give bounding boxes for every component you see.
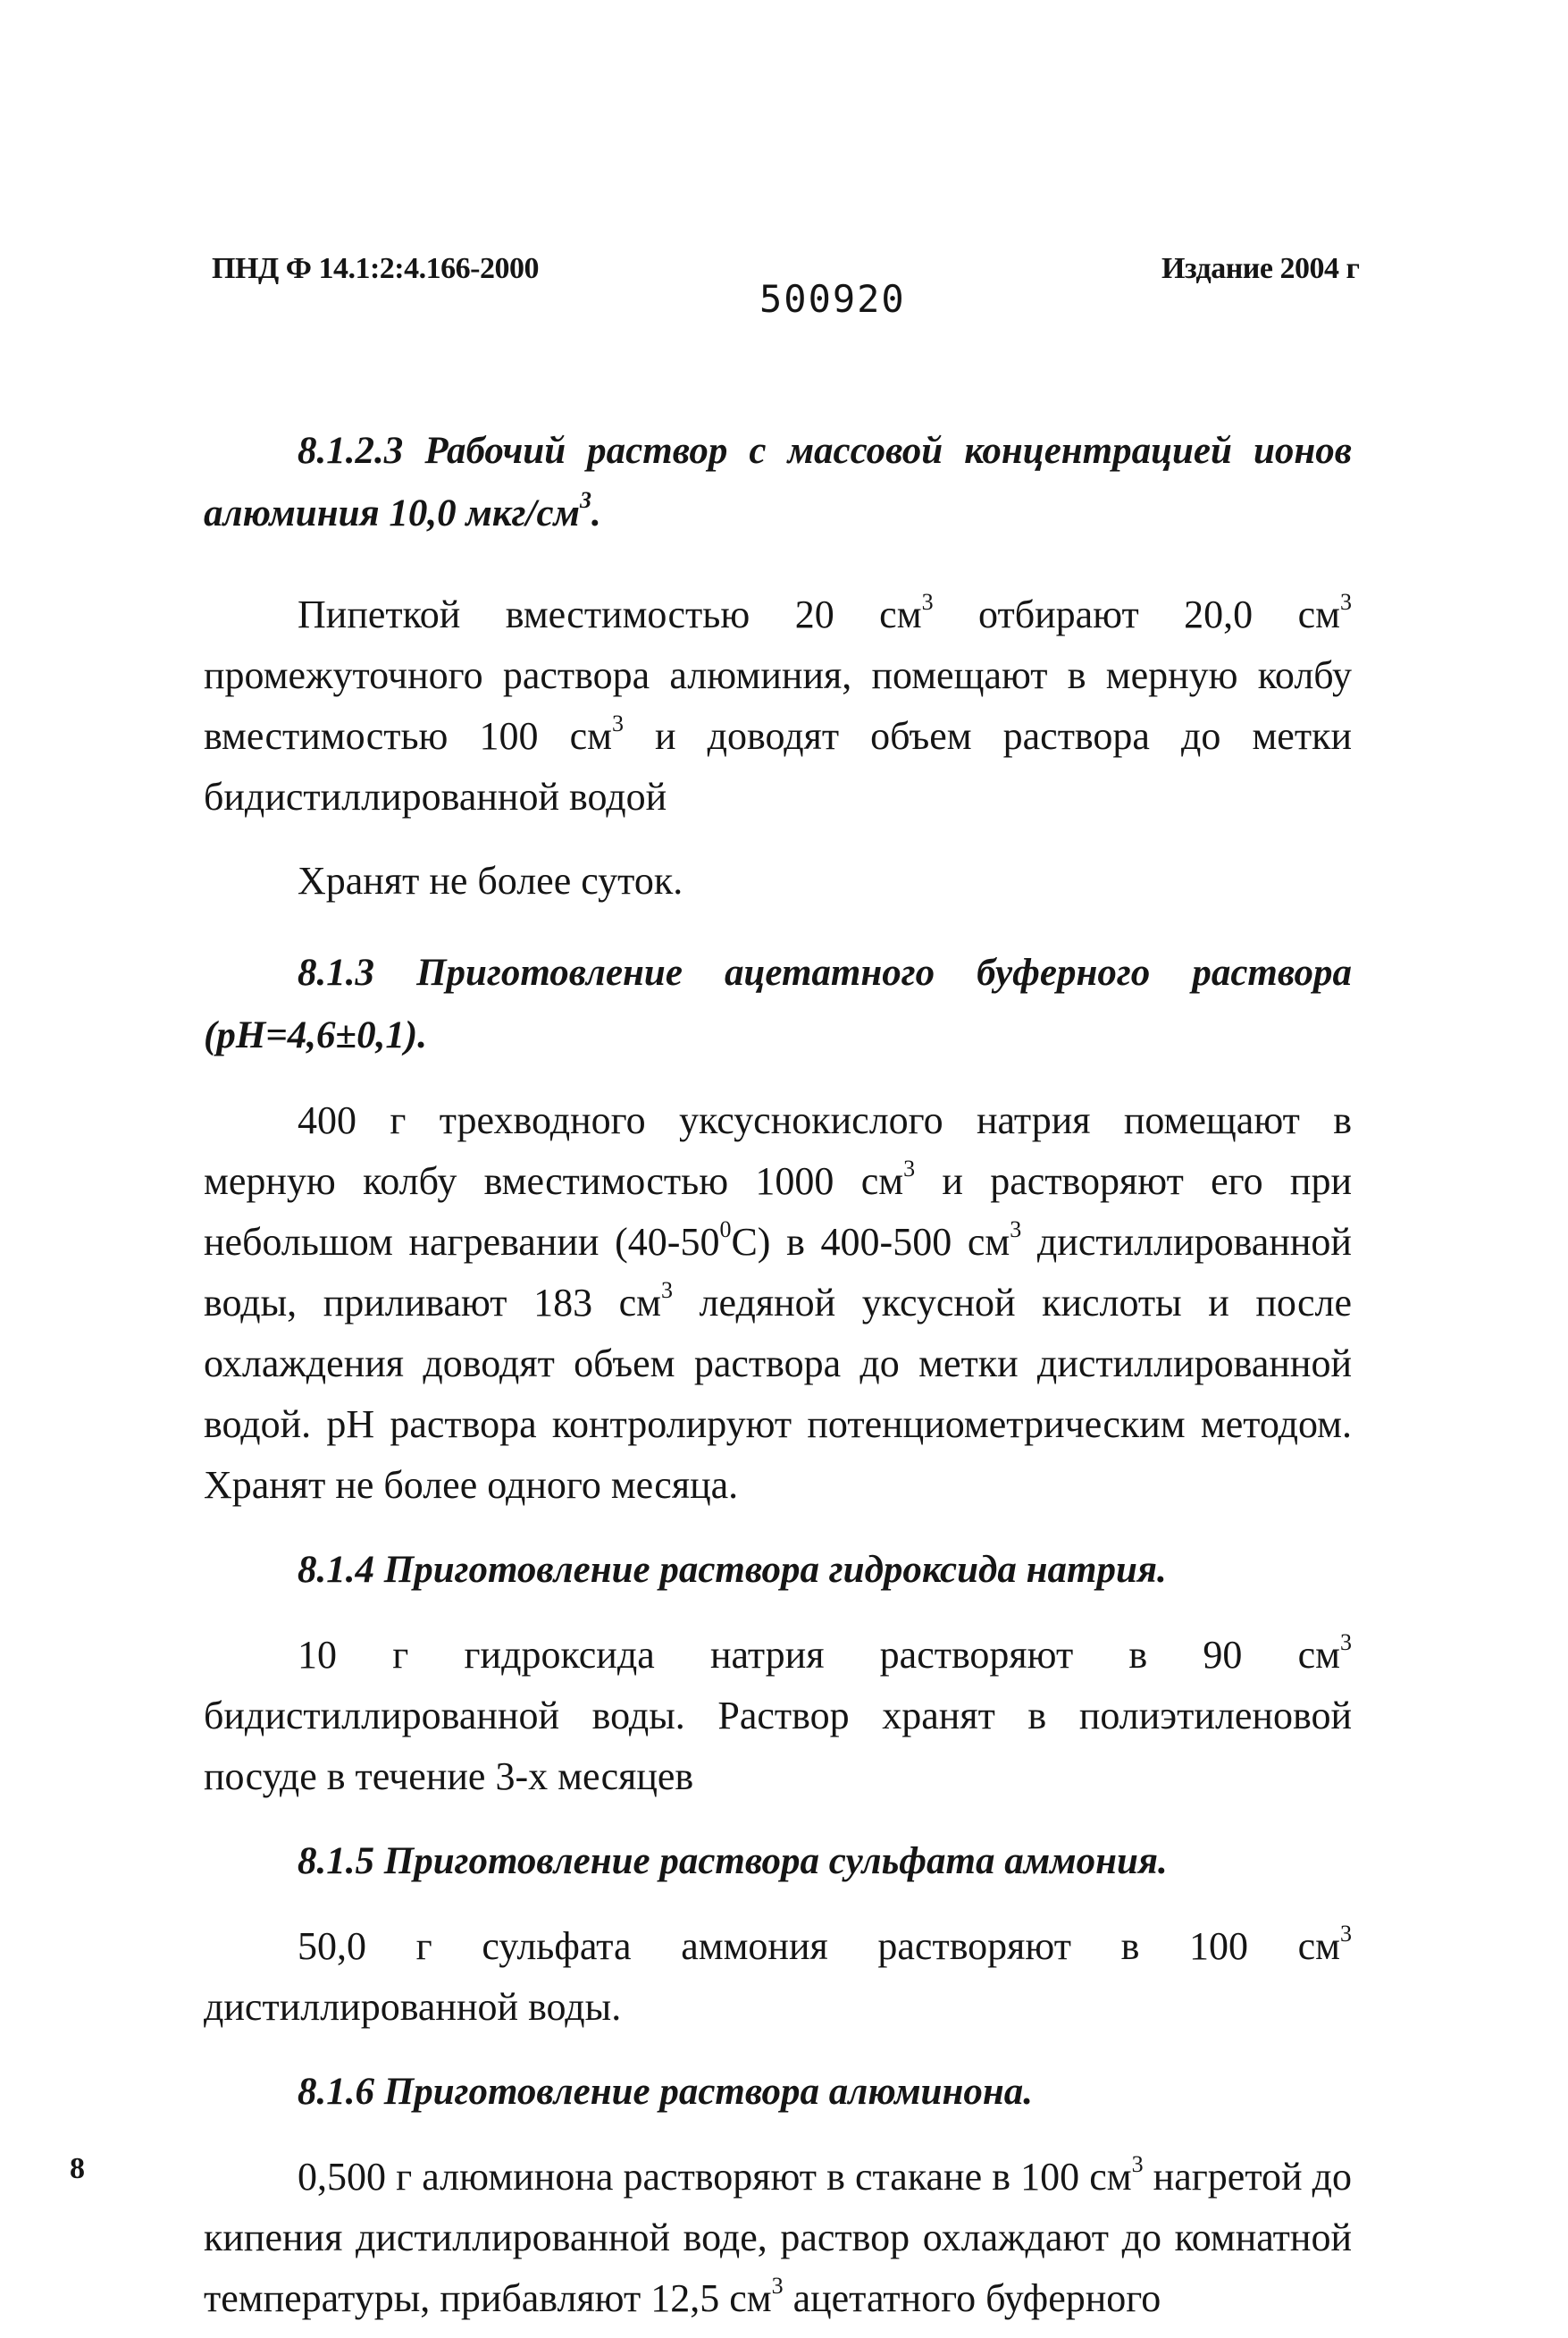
section-heading-8-1-3: 8.1.3 Приготовление ацетатного буферного раствора (pH=4,6±0,1).	[204, 952, 1352, 1056]
document-body	[204, 420, 1352, 2329]
paragraph: 0,500 г алюминона растворяют в стакане в 100 $см^3$ нагретой до кипения дистиллированной воде, раствор охлаждают до комнатной температуры, прибавляют 12,5 $см^3$ ацетатного буферного	[204, 2151, 1353, 2320]
paragraph: 50,0 г сульфата аммония растворяют в 100 $см^3$ дистиллированной воды.	[204, 1921, 1352, 2029]
edition-label: Издание 2004 г	[1161, 252, 1360, 285]
document-code: ПНД Ф 14.1:2:4.166-2000	[212, 252, 539, 285]
paragraph: Пипеткой вместимостью 20 $см^3$ отбирают 20,0 $см^3$ промежуточного раствора алюминия, помещают в мерную колбу вместимостью 100 $см^3$ и доводят объем раствора до метки бидистиллированной водой	[204, 589, 1352, 819]
paragraph: Хранят не более суток.	[298, 859, 683, 903]
paragraph: 400 г трехводного уксуснокислого натрия помещают в мерную колбу вместимостью 1000 $см^3$ и растворяют его при небольшом нагревании $(40-50^0C)$ в 400-500 $см^3$ дистиллированной воды, приливают 183 $см^3$ ледяной уксусной кислоты и после охлаждения доводят объем раствора до метки дистиллированной водой. pH раствора контролируют потенциометрическим методом. Хранят не более одного месяца.	[204, 1098, 1352, 1507]
section-heading-8-1-4: 8.1.4 Приготовление раствора гидроксида натрия.	[298, 1549, 1167, 1591]
page-number: 8	[70, 2152, 85, 2185]
section-heading-8-1-5: 8.1.5 Приготовление раствора сульфата аммония.	[298, 1840, 1168, 1882]
section-heading-8-1-2-3: 8.1.2.3 Рабочий раствор с массовой концентрацией ионов алюминия 10,0 мкг/$см^3$.	[204, 430, 1352, 534]
stamp-number: 500920	[759, 277, 906, 321]
section-heading-8-1-6: 8.1.6 Приготовление раствора алюминона.	[298, 2071, 1033, 2113]
paragraph: 10 г гидроксида натрия растворяют в 90 $см^3$ бидистиллированной воды. Раствор хранят в полиэтиленовой посуде в течение 3-х месяцев	[204, 1629, 1352, 1798]
